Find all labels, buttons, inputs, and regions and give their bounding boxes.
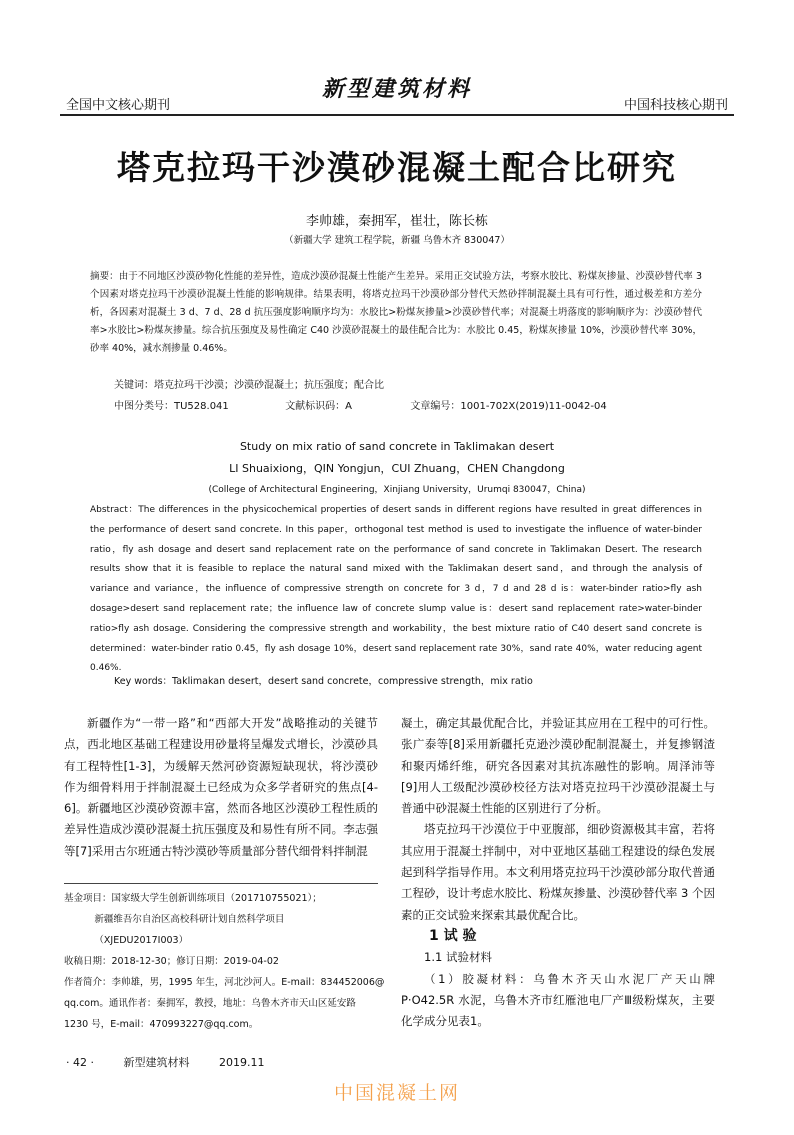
- header-divider: [60, 114, 734, 116]
- footer-journal: 新型建筑材料: [123, 1056, 190, 1069]
- document-code: 文献标识码：A: [285, 401, 353, 412]
- subsection-heading: 1.1 试验材料: [424, 950, 492, 965]
- abstract-zh: 摘要：由于不同地区沙漠砂物化性能的差异性，造成沙漠砂混凝土性能产生差异。采用正交试验方法，考察水胶比、粉煤灰掺量、沙漠砂替代率 3 个因素对塔克拉玛干沙漠砂混凝土性能的影响规律。结果表明，将塔克拉玛干沙漠砂部分替代天然砂拌制混凝土具有可行性，通过极差和方差分析，各因素对混凝土 3 d、7 d、28 d 抗压强度影响顺序均为：水胶比>粉煤灰掺量>沙漠砂替代率；对混凝土坍落度的影响顺序为：沙漠砂替代率>水胶比>粉煤灰掺量。综合抗压强度及易性确定 C40 沙漠砂混凝土的最佳配合比为：水胶比 0.45，粉煤灰掺量 10%，沙漠砂替代率 30%，砂率 40%，减水剂掺量 0.46%。: [90, 271, 702, 354]
- site-watermark: 中国混凝土网: [333, 1082, 460, 1104]
- intro-paragraph: 新疆作为“一带一路”和“西部大开发”战略推动的关键节点，西北地区基础工程建设用砂量将呈爆发式增长，沙漠砂具有工程特性[1-3]，为缓解天然河砂资源短缺现状，将沙漠砂作为细骨料用于拌制混凝土已经成为众多学者研究的焦点[4-6]。新疆地区沙漠砂资源丰富，然而各地区沙漠砂工程性质的差异性造成沙漠砂混凝土抗压强度及和易性有所不同。李志强等[7]采用古尔班通古特沙漠砂等质量部分替代细骨料拌制混: [64, 716, 378, 858]
- author-bio: 作者简介：李帅雄，男，1995 年生，河北沙河人。E-mail：834452006@: [64, 977, 385, 988]
- page-footer: [66, 1054, 290, 1070]
- english-title: Study on mix ratio of sand concrete in Taklimakan desert: [239, 440, 555, 453]
- intro-paragraph-cont: 凝土，确定其最优配合比，并验证其应用在工程中的可行性。张广泰等[8]采用新疆托克逊沙漠砂配制混凝土，并复掺钢渣和聚丙烯纤维，研究各因素对其抗冻融性的影响。周泽沛等[9]用人工级配沙漠砂校径方法对塔克拉玛干沙漠砂混凝土与普通中砂混凝土性能的区别进行了分析。: [401, 716, 715, 816]
- affiliation: （新疆大学 建筑工程学院，新疆 乌鲁木齐 830047）: [284, 235, 510, 246]
- english-authors: LI Shuaixiong，QIN Yongjun，CUI Zhuang，CHEN Changdong: [229, 462, 565, 475]
- abstract-en: Abstract：The differences in the physicochemical properties of desert sands in different regions have resulted in great differences in the performance of desert sand concrete. In this paper，orthogonal test method is used to investigate the influence of water-binder ratio，fly ash dosage and desert sand replacement rate on the performance of sand concrete in Taklimakan Desert. The research results show that it is feasible to replace the natural sand mixed with the Taklimakan desert sand，and through the analysis of variance and variance，the influence of compressive strength on concrete for 3 d，7 d and 28 d is：water-binder ratio>fly ash dosage>desert sand replacement rate；the influence law of concrete slump value is：desert sand replacement rate>water-binder ratio>fly ash dosage. Considering the compressive strength and workability，the best mixture ratio of C40 desert sand concrete is determined：water-binder ratio 0.45，fly ash dosage 10%，desert sand replacement rate 30%，sand rate 40%，water reducing agent 0.46%.: [90, 505, 702, 674]
- classification-line: [114, 397, 607, 412]
- motivation-paragraph: 塔克拉玛干沙漠位于中亚腹部，细砂资源极其丰富，若将其应用于混凝土拌制中，对中亚地区基础工程建设的绿色发展起到科学指导作用。本文利用塔克拉玛干沙漠砂部分取代普通工程砂，设计考虑水胶比、粉煤灰掺量、沙漠砂替代率 3 个因素的正交试验来探索其最优配合比。: [401, 822, 715, 922]
- article-number: 文章编号：1001-702X(2019)11-0042-04: [410, 401, 607, 412]
- materials-paragraph: （1）胶凝材料：乌鲁木齐天山水泥厂产天山牌 P·O42.5R 水泥，乌鲁木齐市红雁池电厂产Ⅲ级粉煤灰，主要化学成分见表1。: [401, 971, 715, 1029]
- body-column-left: [64, 713, 378, 862]
- author-bio-cont: qq.com。通讯作者：秦拥军，教授，地址：乌鲁木齐市天山区延安路: [64, 998, 356, 1009]
- paper-title: 塔克拉玛干沙漠砂混凝土配合比研究: [117, 148, 677, 187]
- authors: 李帅雄，秦拥军，崔壮，陈长栋: [305, 214, 488, 229]
- fund-note: 基金项目：国家级大学生创新训练项目（201710755021）；: [64, 893, 322, 904]
- section-heading: 1 试 验: [429, 927, 477, 944]
- footnote-divider: [64, 883, 378, 884]
- clc-number: 中图分类号：TU528.041: [114, 401, 229, 412]
- journal-logo: 新型建筑材料: [322, 76, 473, 102]
- keywords-en: Key words：Taklimakan desert，desert sand concrete，compressive strength，mix ratio: [114, 676, 533, 687]
- received-dates: 收稿日期：2018-12-30；修订日期：2019-04-02: [64, 956, 279, 967]
- footnotes: [64, 888, 385, 1035]
- footer-issue: 2019.11: [218, 1056, 265, 1069]
- header-journal-rank-left: 全国中文核心期刊: [66, 98, 171, 113]
- body-column-right: [401, 713, 715, 1032]
- author-bio-end: 1230 号，E-mail：470993227@qq.com。: [64, 1019, 259, 1030]
- fund-note-code: （XJEDU2017I003）: [94, 935, 189, 946]
- english-affiliation: (College of Architectural Engineering，Xinjiang University，Urumqi 830047，China): [208, 485, 586, 495]
- header-journal-rank-right: 中国科技核心期刊: [623, 98, 728, 113]
- page-number: · 42 ·: [66, 1056, 94, 1069]
- keywords-zh: 关键词：塔克拉玛干沙漠；沙漠砂混凝土；抗压强度；配合比: [114, 380, 384, 391]
- fund-note-cont: 新疆维吾尔自治区高校科研计划自然科学项目: [94, 914, 285, 925]
